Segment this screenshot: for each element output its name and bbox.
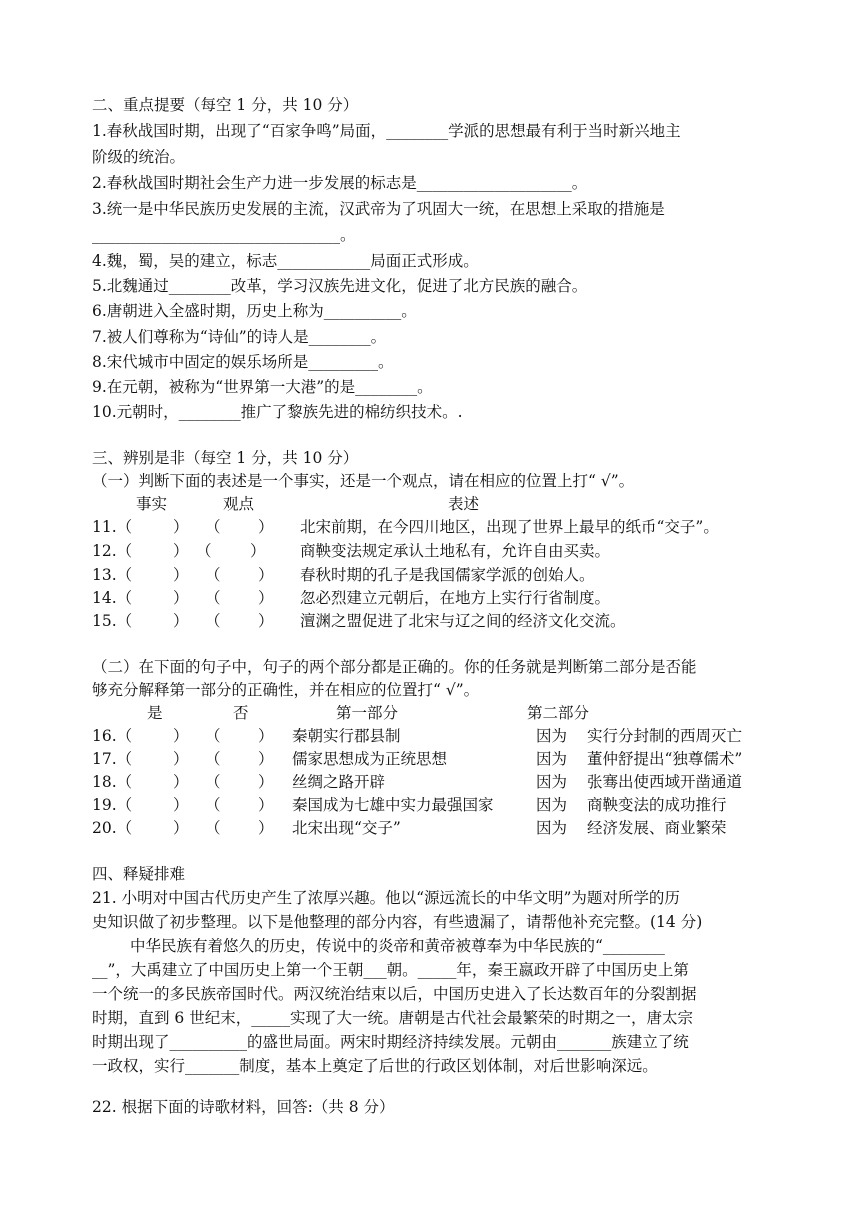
question-21-line-2: 史知识做了初步整理。以下是他整理的部分内容，有些遗漏了，请帮他补充完整。(14 分) [92,913,703,931]
row-number: 11.（ [92,518,133,536]
part2-intro-line-2: 够充分解释第一部分的正确性，并在相应的位置打“ √”。 [92,681,480,699]
question-22: 22. 根据下面的诗歌材料，回答:（共 8 分） [92,1098,395,1116]
question-3-line-1: 3.统一是中华民族历史发展的主流，汉武帝为了巩固大一统，在思想上采取的措施是 [92,200,665,218]
question-7: 7.被人们尊称为“诗仙”的诗人是________。 [92,328,387,346]
row-number: 19.（ [92,796,133,814]
because-word: 因为 [536,819,568,837]
paren-close: ） [258,589,274,607]
paren-close: ） [173,518,189,536]
question-4: 4.魏，蜀，吴的建立，标志____________局面正式形成。 [92,252,479,270]
paren-close: ） [173,773,189,791]
part1-intro: （一）判断下面的表述是一个事实，还是一个观点，请在相应的位置上打“ √”。 [92,472,635,490]
because-word: 因为 [536,796,568,814]
row-number: 12.（ [92,542,133,560]
because-word: 因为 [536,727,568,745]
question-10: 10.元朝时，________推广了黎族先进的棉纺织技术。. [92,403,463,421]
paren-close: ） [258,518,274,536]
passage-line-4: 时期，直到 6 世纪末，_____实现了大一统。唐朝是古代社会最繁荣的时期之一，唐太宗 [92,1009,693,1027]
question-1-line-2: 阶级的统治。 [92,148,186,166]
paren-open: （ [205,566,221,584]
row-number: 16.（ [92,727,133,745]
row-number: 13.（ [92,566,133,584]
row-number: 18.（ [92,773,133,791]
paren-open: （ [205,819,221,837]
paren-open: （ [205,612,221,630]
second-part-text: 经济发展、商业繁荣 [587,819,727,837]
paren-open: （ [205,518,221,536]
paren-close: ） [173,796,189,814]
paren-close: ） [258,612,274,630]
passage-line-3: 一个统一的多民族帝国时代。两汉统治结束以后，中国历史进入了长达数百年的分裂割据 [92,985,697,1003]
because-word: 因为 [536,773,568,791]
question-6: 6.唐朝进入全盛时期，历史上称为__________。 [92,302,417,320]
statement-text: 春秋时期的孔子是我国儒家学派的创始人。 [300,566,595,584]
first-part-text: 秦国成为七雄中实力最强国家 [292,796,494,814]
first-part-text: 北宋出现“交子” [292,819,401,837]
statement-text: 北宋前期，在今四川地区，出现了世界上最早的纸币“交子”。 [300,518,719,536]
first-part-text: 丝绸之路开辟 [292,773,386,791]
section4-heading: 四、释疑排难 [92,865,186,883]
question-1-line-1: 1.春秋战国时期，出现了“百家争鸣”局面，________学派的思想最有利于当时新兴地主 [92,122,681,140]
paren-open: （ [205,750,221,768]
paren-close: ） [173,612,189,630]
paren-close: ） [173,542,189,560]
first-part-text: 秦朝实行郡县制 [292,727,401,745]
header-no: 否 [233,704,249,722]
row-number: 17.（ [92,750,133,768]
paren-close: ） [258,727,274,745]
paren-close: ） [258,819,274,837]
question-8: 8.宋代城市中固定的娱乐场所是_________。 [92,353,394,371]
question-3-line-2: ________________________________。 [92,226,356,244]
part2-intro-line-1: （二）在下面的句子中，句子的两个部分都是正确的。你的任务就是判断第二部分是否能 [92,658,697,676]
row-number: 15.（ [92,612,133,630]
second-part-text: 商鞅变法的成功推行 [587,796,727,814]
passage-line-6: 一政权，实行_______制度，基本上奠定了后世的行政区划体制，对后世影响深远。 [92,1057,658,1075]
header-opinion: 观点 [223,495,255,513]
paren-close: ） [258,750,274,768]
paren-close: ） [258,796,274,814]
because-word: 因为 [536,750,568,768]
header-yes: 是 [147,704,163,722]
paren-close: ） [173,589,189,607]
header-fact: 事实 [136,495,168,513]
question-2: 2.春秋战国时期社会生产力进一步发展的标志是____________________。 [92,174,588,192]
header-second-part: 第二部分 [527,704,590,722]
passage-line-2: __”，大禹建立了中国历史上第一个王朝___朝。_____年，秦王嬴政开辟了中国历史上第 [92,961,689,979]
paren-open: （ [205,796,221,814]
paren-open: （ [205,589,221,607]
paren-open: （ [205,773,221,791]
row-number: 14.（ [92,589,133,607]
paren-open: （ [205,727,221,745]
question-21-line-1: 21. 小明对中国古代历史产生了浓厚兴趣。他以“源远流长的中华文明”为题对所学的历 [92,889,680,907]
paren-open: （ [196,542,212,560]
question-9: 9.在元朝，被称为“世界第一大港”的是________。 [92,378,433,396]
paren-close: ） [250,542,266,560]
first-part-text: 儒家思想成为正统思想 [292,750,448,768]
second-part-text: 董仲舒提出“独尊儒术” [587,750,743,768]
statement-text: 商鞅变法规定承认土地私有，允许自由买卖。 [300,542,611,560]
section2-heading: 二、重点提要（每空 1 分，共 10 分） [92,96,359,114]
passage-line-1: 中华民族有着悠久的历史，传说中的炎帝和黄帝被尊奉为中华民族的“________ [130,937,665,955]
question-5: 5.北魏通过________改革，学习汉族先进文化，促进了北方民族的融合。 [92,277,588,295]
second-part-text: 实行分封制的西周灭亡 [587,727,743,745]
statement-text: 忽必烈建立元朝后，在地方上实行行省制度。 [300,589,611,607]
paren-close: ） [258,773,274,791]
header-statement: 表述 [448,495,480,513]
header-first-part: 第一部分 [336,704,399,722]
statement-text: 澶渊之盟促进了北宋与辽之间的经济文化交流。 [300,612,626,630]
second-part-text: 张骞出使西域开凿通道 [587,773,743,791]
paren-close: ） [173,750,189,768]
paren-close: ） [173,566,189,584]
section3-heading: 三、辨别是非（每空 1 分，共 10 分） [92,449,359,467]
paren-close: ） [173,819,189,837]
row-number: 20.（ [92,819,133,837]
passage-line-5: 时期出现了__________的盛世局面。两宋时期经济持续发展。元朝由_______族建立了统 [92,1033,689,1051]
paren-close: ） [258,566,274,584]
paren-close: ） [173,727,189,745]
